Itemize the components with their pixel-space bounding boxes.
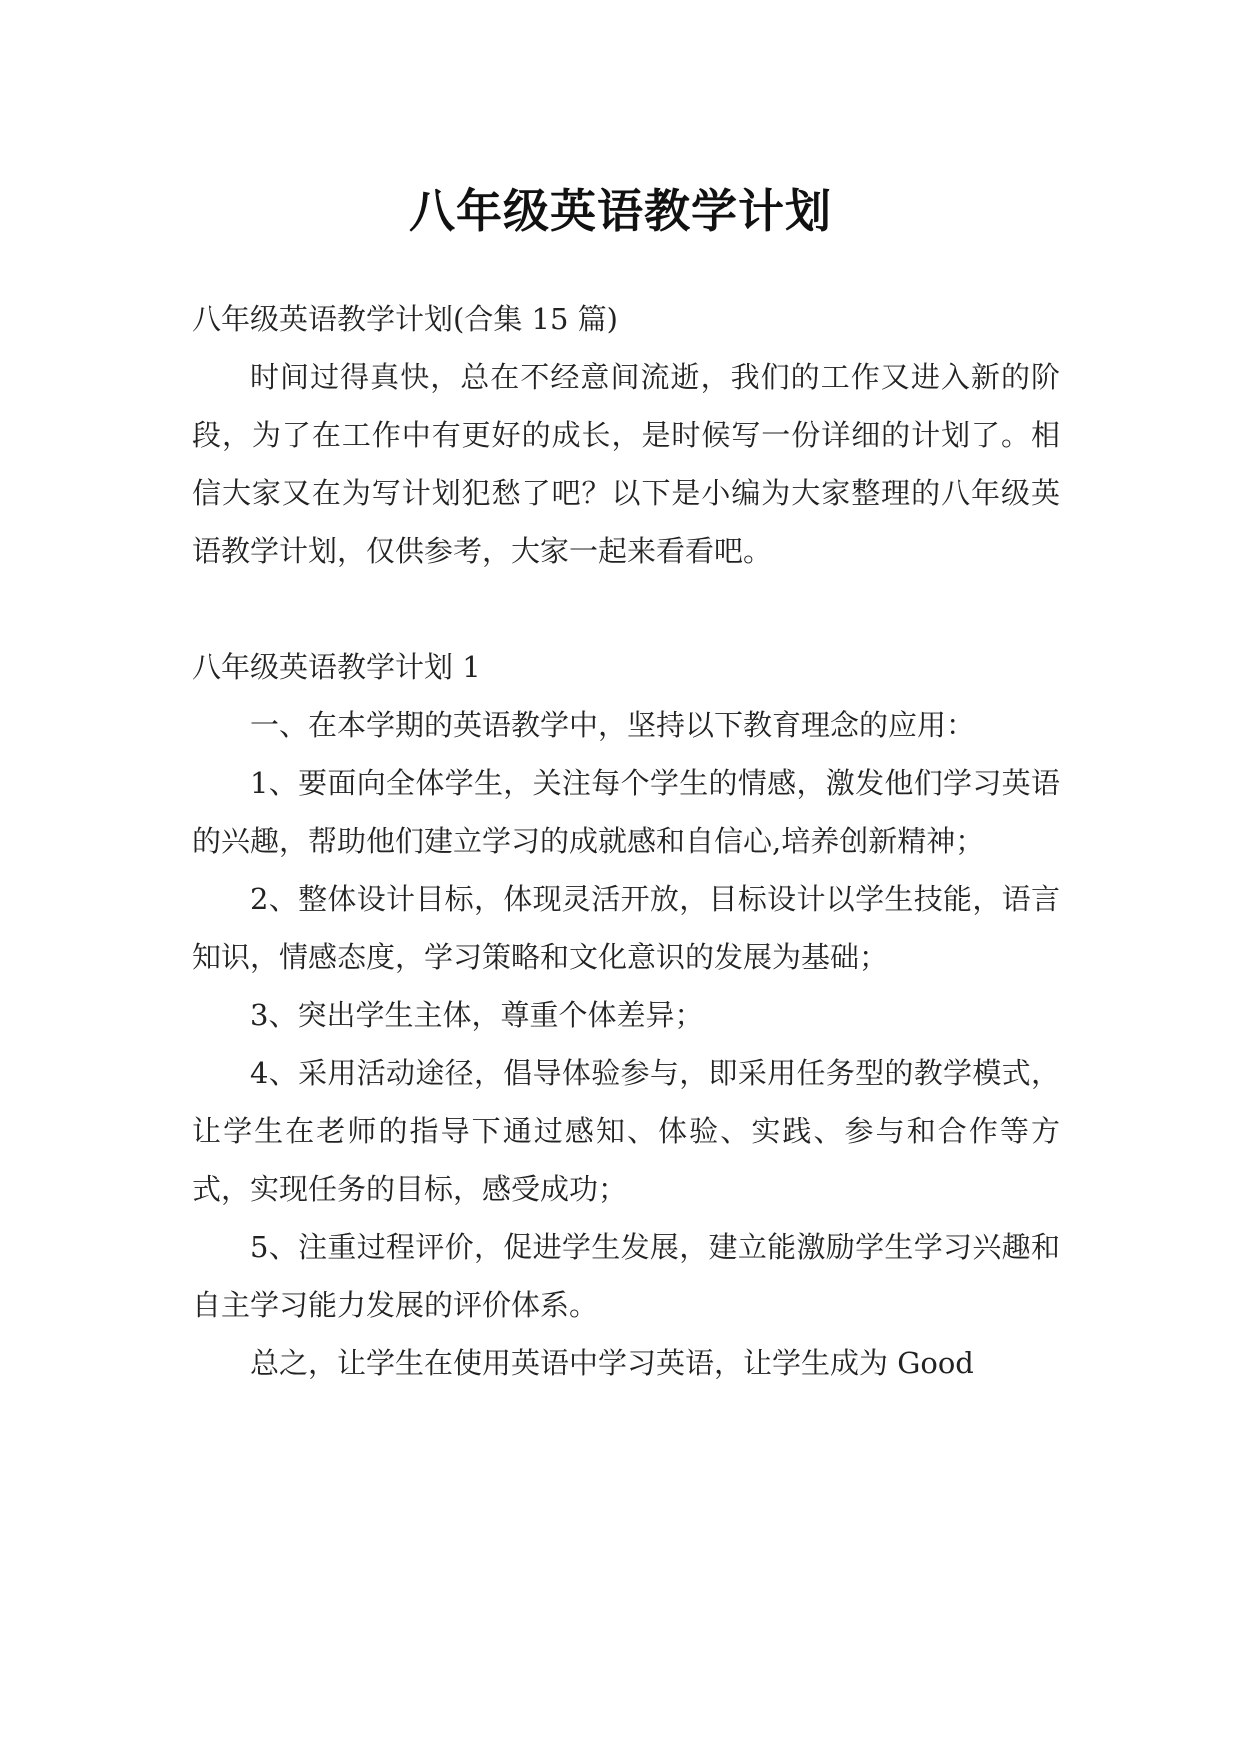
section-paragraph: 总之，让学生在使用英语中学习英语，让学生成为 Good: [250, 1346, 974, 1380]
document-body: [192, 290, 1060, 1392]
section-paragraph: 4、采用活动途径，倡导体验参与，即采用任务型的教学模式，让学生在老师的指导下通过感知、体验、实践、参与和合作等方式，实现任务的目标，感受成功；: [192, 1056, 1060, 1206]
collection-subtitle: 八年级英语教学计划(合集 15 篇): [192, 302, 618, 336]
document-title: 八年级英语教学计划: [409, 183, 832, 238]
section-paragraph: 3、突出学生主体，尊重个体差异；: [250, 998, 704, 1032]
section-paragraph: 1、要面向全体学生，关注每个学生的情感，激发他们学习英语的兴趣，帮助他们建立学习的成就感和自信心,培养创新精神；: [192, 766, 1060, 858]
section-paragraph: 5、注重过程评价，促进学生发展，建立能激励学生学习兴趣和自主学习能力发展的评价体系。: [192, 1230, 1060, 1322]
section-paragraph: 2、整体设计目标，体现灵活开放，目标设计以学生技能，语言知识，情感态度，学习策略和文化意识的发展为基础；: [192, 882, 1060, 974]
intro-paragraph: 时间过得真快，总在不经意间流逝，我们的工作又进入新的阶段，为了在工作中有更好的成长，是时候写一份详细的计划了。相信大家又在为写计划犯愁了吧？以下是小编为大家整理的八年级英语教学计划，仅供参考，大家一起来看看吧。: [192, 360, 1060, 568]
section-spacer: [192, 580, 1060, 638]
section-paragraph: 一、在本学期的英语教学中，坚持以下教育理念的应用：: [250, 708, 976, 742]
section-heading: 八年级英语教学计划 1: [192, 650, 481, 684]
